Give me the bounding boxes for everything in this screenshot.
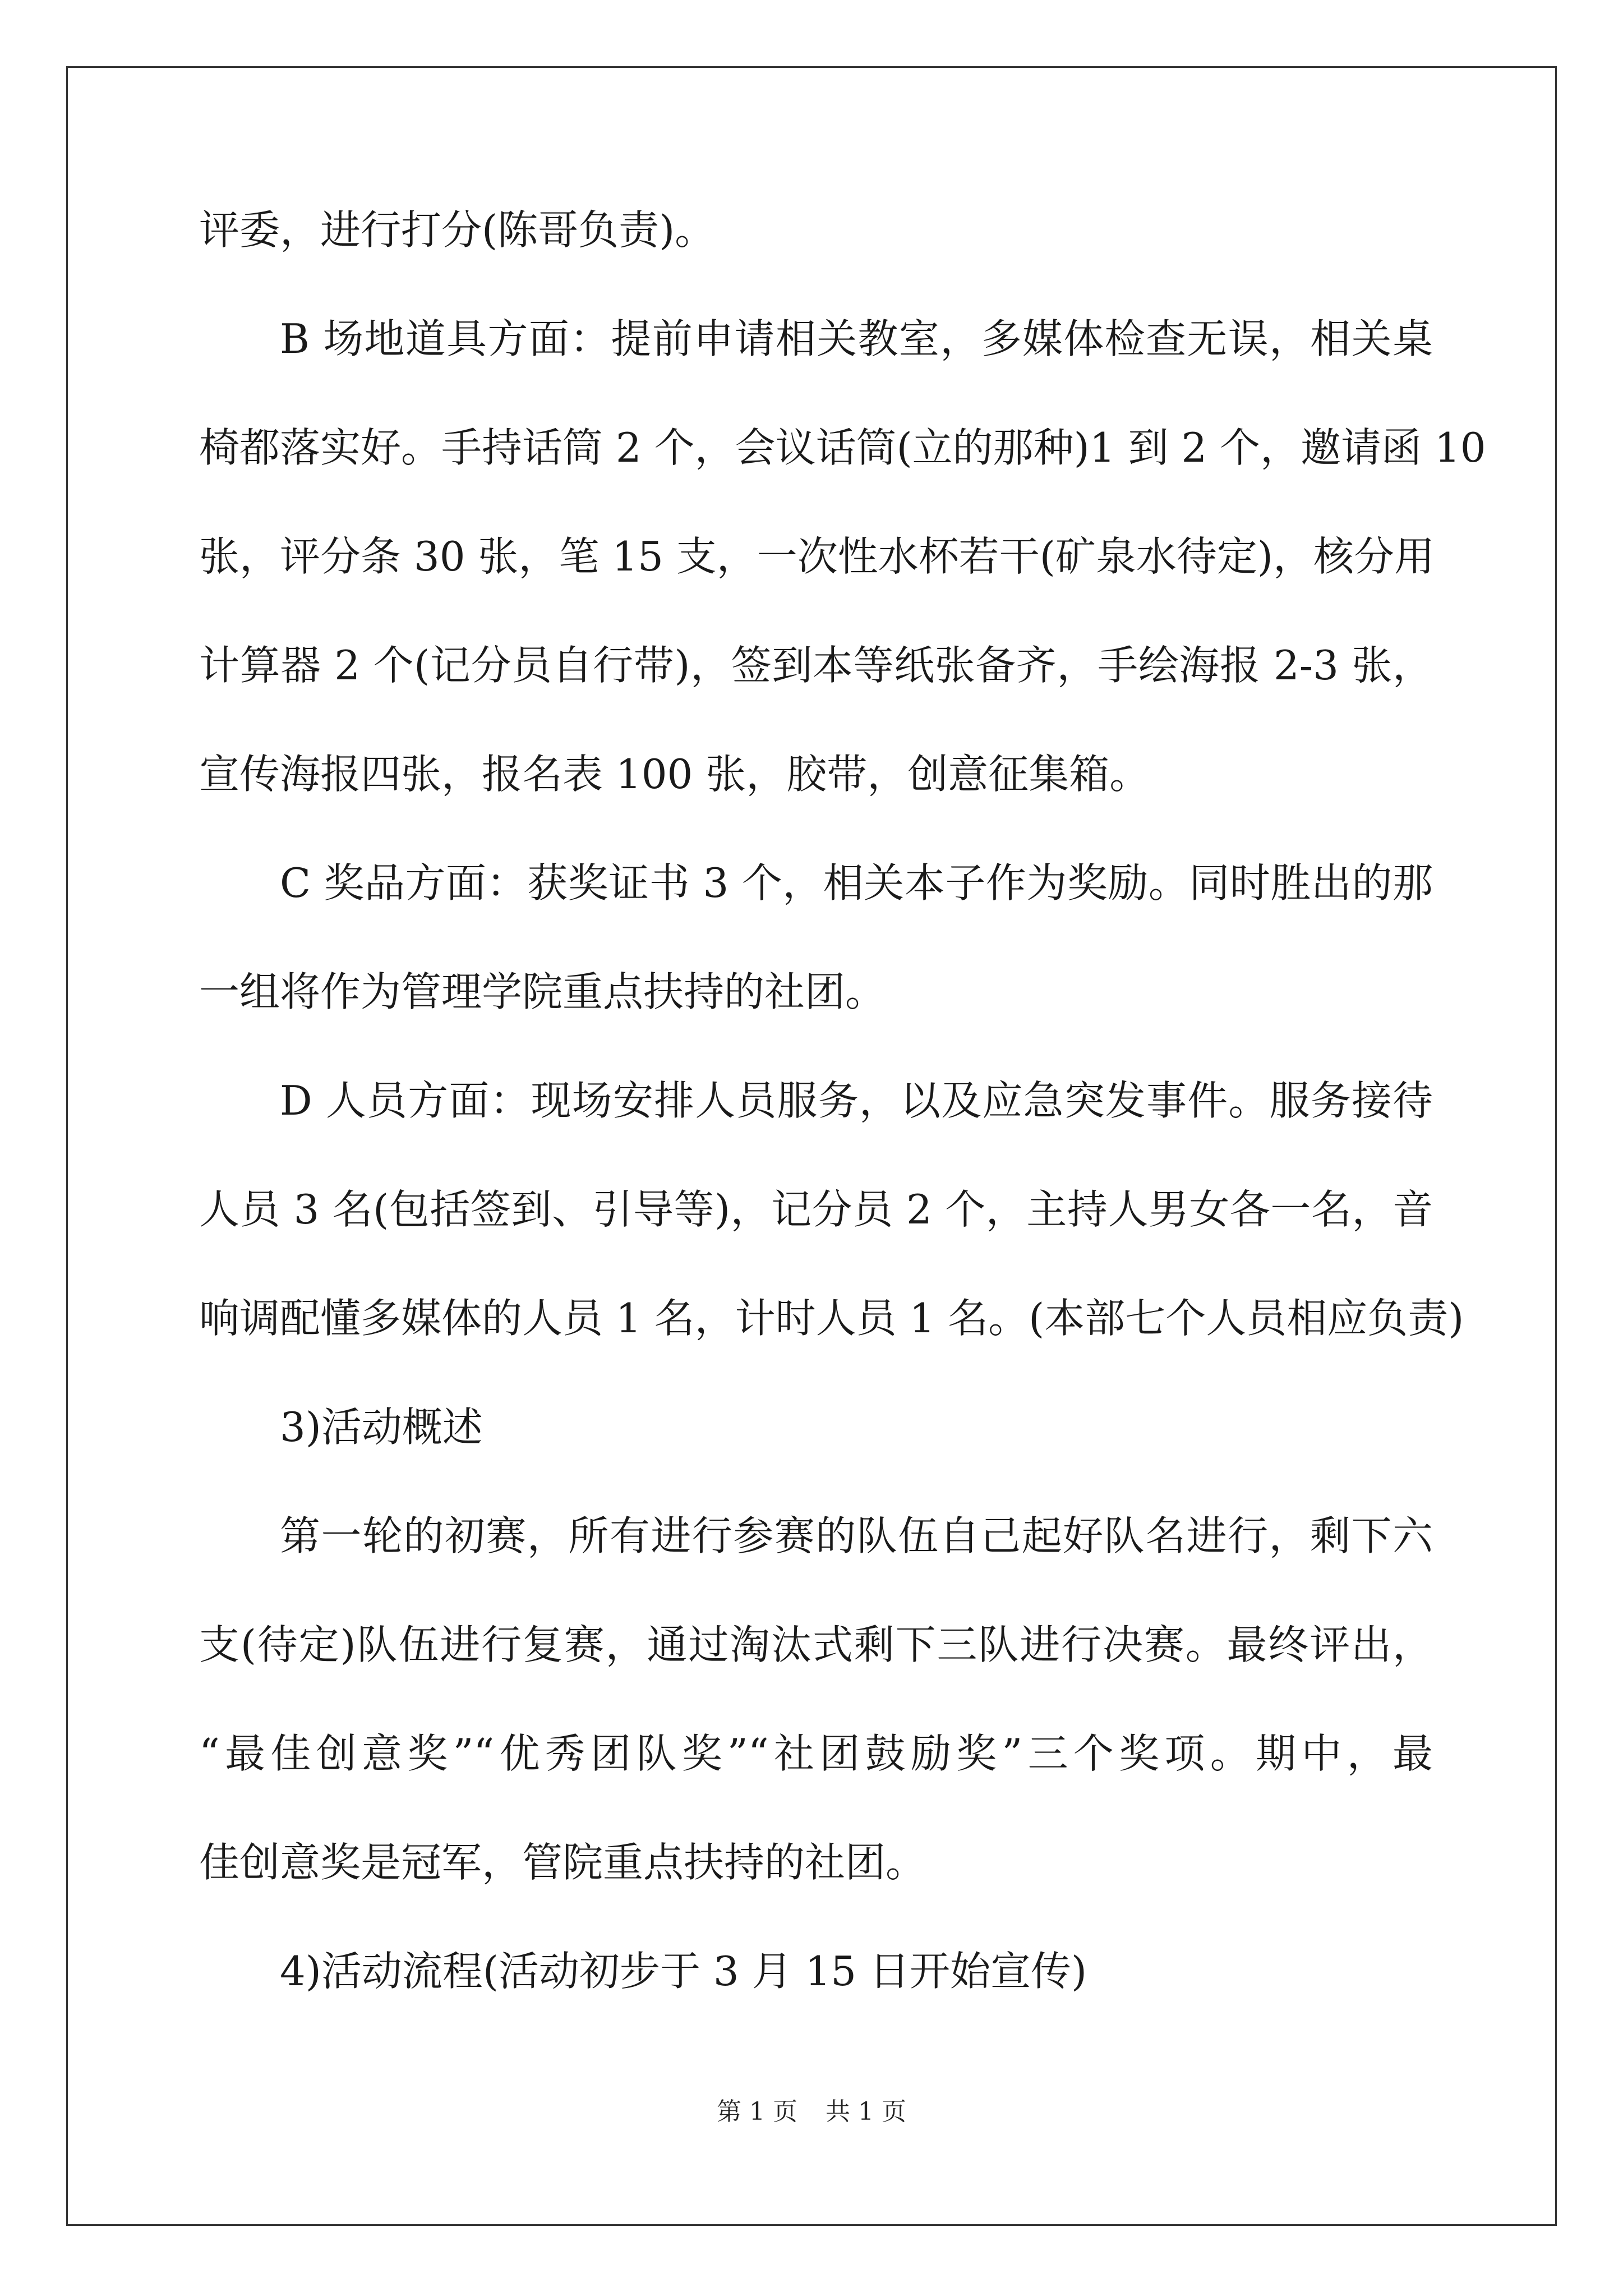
paragraph-b-line-1: B 场地道具方面：提前申请相关教室，多媒体检查无误，相关桌 <box>280 315 1433 362</box>
text-line: 椅都落实好。手持话筒 2 个，会议话筒(立的那种)1 到 2 个，邀请函 10 <box>199 424 1486 471</box>
text-line: 佳创意奖是冠军，管院重点扶持的社团。 <box>199 1839 926 1886</box>
page-border <box>66 66 1557 2226</box>
text-line: “最佳创意奖”“优秀团队奖”“社团鼓励奖”三个奖项。期中，最 <box>199 1730 1433 1777</box>
page-footer <box>0 2095 1623 2129</box>
paragraph-c-line-1: C 奖品方面：获奖证书 3 个，相关本子作为奖励。同时胜出的那 <box>280 859 1433 907</box>
text-line: 响调配懂多媒体的人员 1 名，计时人员 1 名。(本部七个人员相应负责) <box>199 1295 1464 1342</box>
page-number: 第 1 页 <box>717 2097 797 2126</box>
text-line: 支(待定)队伍进行复赛，通过淘汰式剩下三队进行决赛。最终评出， <box>199 1621 1433 1668</box>
text-line: 计算器 2 个(记分员自行带)，签到本等纸张备齐，手绘海报 2-3 张， <box>199 642 1433 689</box>
text-line: 宣传海报四张，报名表 100 张，胶带，创意征集箱。 <box>199 751 1150 798</box>
text-line: 人员 3 名(包括签到、引导等)，记分员 2 个，主持人男女各一名，音 <box>199 1186 1433 1233</box>
text-line: 张，评分条 30 张，笔 15 支，一次性水杯若干(矿泉水待定)，核分用 <box>199 533 1435 580</box>
section-heading: 3)活动概述 <box>280 1404 483 1451</box>
text-line: 评委，进行打分(陈哥负责)。 <box>199 206 716 254</box>
section-heading: 4)活动流程(活动初步于 3 月 15 日开始宣传) <box>280 1948 1087 1995</box>
paragraph-d-line-1: D 人员方面：现场安排人员服务，以及应急突发事件。服务接待 <box>280 1077 1433 1124</box>
text-line: 一组将作为管理学院重点扶持的社团。 <box>199 968 886 1015</box>
paragraph-overview-line-1: 第一轮的初赛，所有进行参赛的队伍自己起好队名进行，剩下六 <box>280 1512 1433 1559</box>
page-total: 共 1 页 <box>826 2097 906 2126</box>
